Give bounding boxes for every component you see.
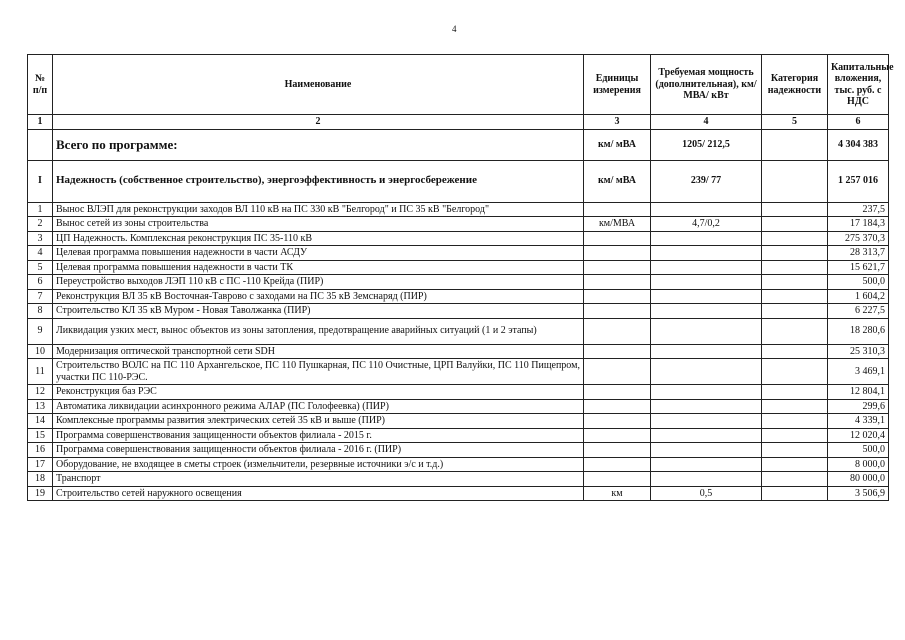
row-category xyxy=(762,202,828,217)
row-unit xyxy=(584,414,651,429)
row-capital: 3 469,1 xyxy=(828,359,889,385)
row-power xyxy=(651,318,762,344)
section-capital: 1 257 016 xyxy=(828,160,889,202)
row-capital: 299,6 xyxy=(828,399,889,414)
row-capital: 12 804,1 xyxy=(828,385,889,400)
section-category xyxy=(762,160,828,202)
row-unit xyxy=(584,202,651,217)
row-power xyxy=(651,246,762,261)
total-power: 1205/ 212,5 xyxy=(651,129,762,160)
row-num: 11 xyxy=(28,359,53,385)
header-name: Наименование xyxy=(53,55,584,115)
row-power xyxy=(651,457,762,472)
row-name: Вынос сетей из зоны строительства xyxy=(53,217,584,232)
row-capital: 25 310,3 xyxy=(828,344,889,359)
total-unit: км/ мВА xyxy=(584,129,651,160)
row-num: 8 xyxy=(28,304,53,319)
row-category xyxy=(762,304,828,319)
row-name: Программа совершенствования защищенности объектов филиала - 2016 г. (ПИР) xyxy=(53,443,584,458)
row-name: Переустройство выходов ЛЭП 110 кВ с ПС -110 Крейда (ПИР) xyxy=(53,275,584,290)
row-num: 15 xyxy=(28,428,53,443)
row-category xyxy=(762,443,828,458)
row-capital: 6 227,5 xyxy=(828,304,889,319)
column-index-row xyxy=(28,115,889,130)
row-power xyxy=(651,289,762,304)
row-power xyxy=(651,414,762,429)
header-power: Требуемая мощность (дополнительная), км/ МВА/ кВт xyxy=(651,55,762,115)
row-num: 13 xyxy=(28,399,53,414)
header-row xyxy=(28,55,889,115)
total-capital: 4 304 383 xyxy=(828,129,889,160)
row-num: 3 xyxy=(28,231,53,246)
row-power xyxy=(651,385,762,400)
row-unit xyxy=(584,304,651,319)
row-power xyxy=(651,231,762,246)
table-row xyxy=(28,443,889,458)
table-row xyxy=(28,399,889,414)
row-power xyxy=(651,428,762,443)
row-category xyxy=(762,457,828,472)
row-category xyxy=(762,428,828,443)
row-power xyxy=(651,344,762,359)
total-category xyxy=(762,129,828,160)
section-num: I xyxy=(28,160,53,202)
row-unit xyxy=(584,260,651,275)
row-category xyxy=(762,318,828,344)
row-capital: 4 339,1 xyxy=(828,414,889,429)
row-name: Комплексные программы развития электрических сетей 35 кВ и выше (ПИР) xyxy=(53,414,584,429)
row-name: Реконструкция ВЛ 35 кВ Восточная-Таврово с заходами на ПС 35 кВ Земснаряд (ПИР) xyxy=(53,289,584,304)
row-capital: 500,0 xyxy=(828,275,889,290)
section-row xyxy=(28,160,889,202)
row-power xyxy=(651,443,762,458)
row-unit xyxy=(584,443,651,458)
row-unit xyxy=(584,318,651,344)
row-unit xyxy=(584,385,651,400)
row-num: 5 xyxy=(28,260,53,275)
row-category xyxy=(762,275,828,290)
total-label: Всего по программе: xyxy=(53,129,584,160)
row-name: ЦП Надежность. Комплексная реконструкция ПС 35-110 кВ xyxy=(53,231,584,246)
row-num: 12 xyxy=(28,385,53,400)
row-power xyxy=(651,304,762,319)
row-name: Реконструкция баз РЭС xyxy=(53,385,584,400)
row-category xyxy=(762,289,828,304)
row-category xyxy=(762,246,828,261)
row-capital: 28 313,7 xyxy=(828,246,889,261)
row-capital: 15 621,7 xyxy=(828,260,889,275)
row-unit xyxy=(584,289,651,304)
investment-program-table xyxy=(27,54,894,501)
table-row xyxy=(28,344,889,359)
row-category xyxy=(762,486,828,501)
row-category xyxy=(762,359,828,385)
row-name: Целевая программа повышения надежности в части ТК xyxy=(53,260,584,275)
table-row xyxy=(28,318,889,344)
row-category xyxy=(762,344,828,359)
table-row xyxy=(28,231,889,246)
row-num: 10 xyxy=(28,344,53,359)
table-row xyxy=(28,472,889,487)
row-category xyxy=(762,217,828,232)
row-unit xyxy=(584,246,651,261)
column-index: 6 xyxy=(828,115,889,130)
row-capital: 17 184,3 xyxy=(828,217,889,232)
row-capital: 237,5 xyxy=(828,202,889,217)
row-category xyxy=(762,260,828,275)
table-row xyxy=(28,217,889,232)
row-power xyxy=(651,275,762,290)
row-unit xyxy=(584,359,651,385)
row-unit xyxy=(584,275,651,290)
row-unit: км xyxy=(584,486,651,501)
row-power xyxy=(651,359,762,385)
row-num: 4 xyxy=(28,246,53,261)
total-row xyxy=(28,129,889,160)
row-num: 18 xyxy=(28,472,53,487)
row-power xyxy=(651,260,762,275)
row-unit: км/МВА xyxy=(584,217,651,232)
row-unit xyxy=(584,344,651,359)
row-capital: 8 000,0 xyxy=(828,457,889,472)
row-name: Вынос ВЛЭП для реконструкции заходов ВЛ 110 кВ на ПС 330 кВ "Белгород" и ПС 35 кВ "Белгород" xyxy=(53,202,584,217)
row-category xyxy=(762,414,828,429)
table-row xyxy=(28,275,889,290)
row-unit xyxy=(584,457,651,472)
row-num: 1 xyxy=(28,202,53,217)
row-power xyxy=(651,472,762,487)
header-num: № п/п xyxy=(28,55,53,115)
section-power: 239/ 77 xyxy=(651,160,762,202)
table-row xyxy=(28,260,889,275)
row-name: Программа совершенствования защищенности объектов филиала - 2015 г. xyxy=(53,428,584,443)
column-index: 3 xyxy=(584,115,651,130)
row-power xyxy=(651,202,762,217)
row-name: Транспорт xyxy=(53,472,584,487)
column-index: 5 xyxy=(762,115,828,130)
row-name: Строительство ВОЛС на ПС 110 Архангельское, ПС 110 Пушкарная, ПС 110 Очистные, ЦРП Валуйки, ПС 110 Пищепром, участки ПС 110-РЭС. xyxy=(53,359,584,385)
row-capital: 12 020,4 xyxy=(828,428,889,443)
row-power: 4,7/0,2 xyxy=(651,217,762,232)
row-unit xyxy=(584,428,651,443)
row-num: 9 xyxy=(28,318,53,344)
table-row xyxy=(28,428,889,443)
page-number: 4 xyxy=(452,24,457,34)
row-num: 16 xyxy=(28,443,53,458)
row-name: Строительство КЛ 35 кВ Муром - Новая Таволжанка (ПИР) xyxy=(53,304,584,319)
row-name: Автоматика ликвидации асинхронного режима АЛАР (ПС Голофеевка) (ПИР) xyxy=(53,399,584,414)
table-row xyxy=(28,289,889,304)
table-row xyxy=(28,385,889,400)
row-num: 2 xyxy=(28,217,53,232)
section-unit: км/ мВА xyxy=(584,160,651,202)
section-title: Надежность (собственное строительство), энергоэффективность и энергосбережение xyxy=(53,160,584,202)
table-row xyxy=(28,246,889,261)
row-capital: 500,0 xyxy=(828,443,889,458)
row-name: Модернизация оптической транспортной сети SDH xyxy=(53,344,584,359)
row-power xyxy=(651,399,762,414)
column-index: 4 xyxy=(651,115,762,130)
row-category xyxy=(762,399,828,414)
row-capital: 1 604,2 xyxy=(828,289,889,304)
header-unit: Единицы измерения xyxy=(584,55,651,115)
row-capital: 3 506,9 xyxy=(828,486,889,501)
table-row xyxy=(28,486,889,501)
column-index: 2 xyxy=(53,115,584,130)
row-power: 0,5 xyxy=(651,486,762,501)
row-category xyxy=(762,231,828,246)
table-row xyxy=(28,359,889,385)
table-row xyxy=(28,414,889,429)
row-num: 17 xyxy=(28,457,53,472)
row-category xyxy=(762,385,828,400)
row-unit xyxy=(584,399,651,414)
header-capital: Капитальные вложения, тыс. руб. с НДС xyxy=(828,55,889,115)
row-capital: 80 000,0 xyxy=(828,472,889,487)
row-unit xyxy=(584,472,651,487)
row-name: Строительство сетей наружного освещения xyxy=(53,486,584,501)
table-row xyxy=(28,457,889,472)
row-capital: 275 370,3 xyxy=(828,231,889,246)
row-num: 19 xyxy=(28,486,53,501)
row-num: 14 xyxy=(28,414,53,429)
row-name: Ликвидация узких мест, вынос объектов из зоны затопления, предотвращение аварийных ситуаций (1 и 2 этапы) xyxy=(53,318,584,344)
row-name: Целевая программа повышения надежности в части АСДУ xyxy=(53,246,584,261)
column-index: 1 xyxy=(28,115,53,130)
row-unit xyxy=(584,231,651,246)
row-num: 6 xyxy=(28,275,53,290)
row-name: Оборудование, не входящее в сметы строек (измельчители, резервные источники э/с и т.д.) xyxy=(53,457,584,472)
row-capital: 18 280,6 xyxy=(828,318,889,344)
table-row xyxy=(28,304,889,319)
header-category: Категория надежности xyxy=(762,55,828,115)
row-num: 7 xyxy=(28,289,53,304)
table-row xyxy=(28,202,889,217)
row-category xyxy=(762,472,828,487)
